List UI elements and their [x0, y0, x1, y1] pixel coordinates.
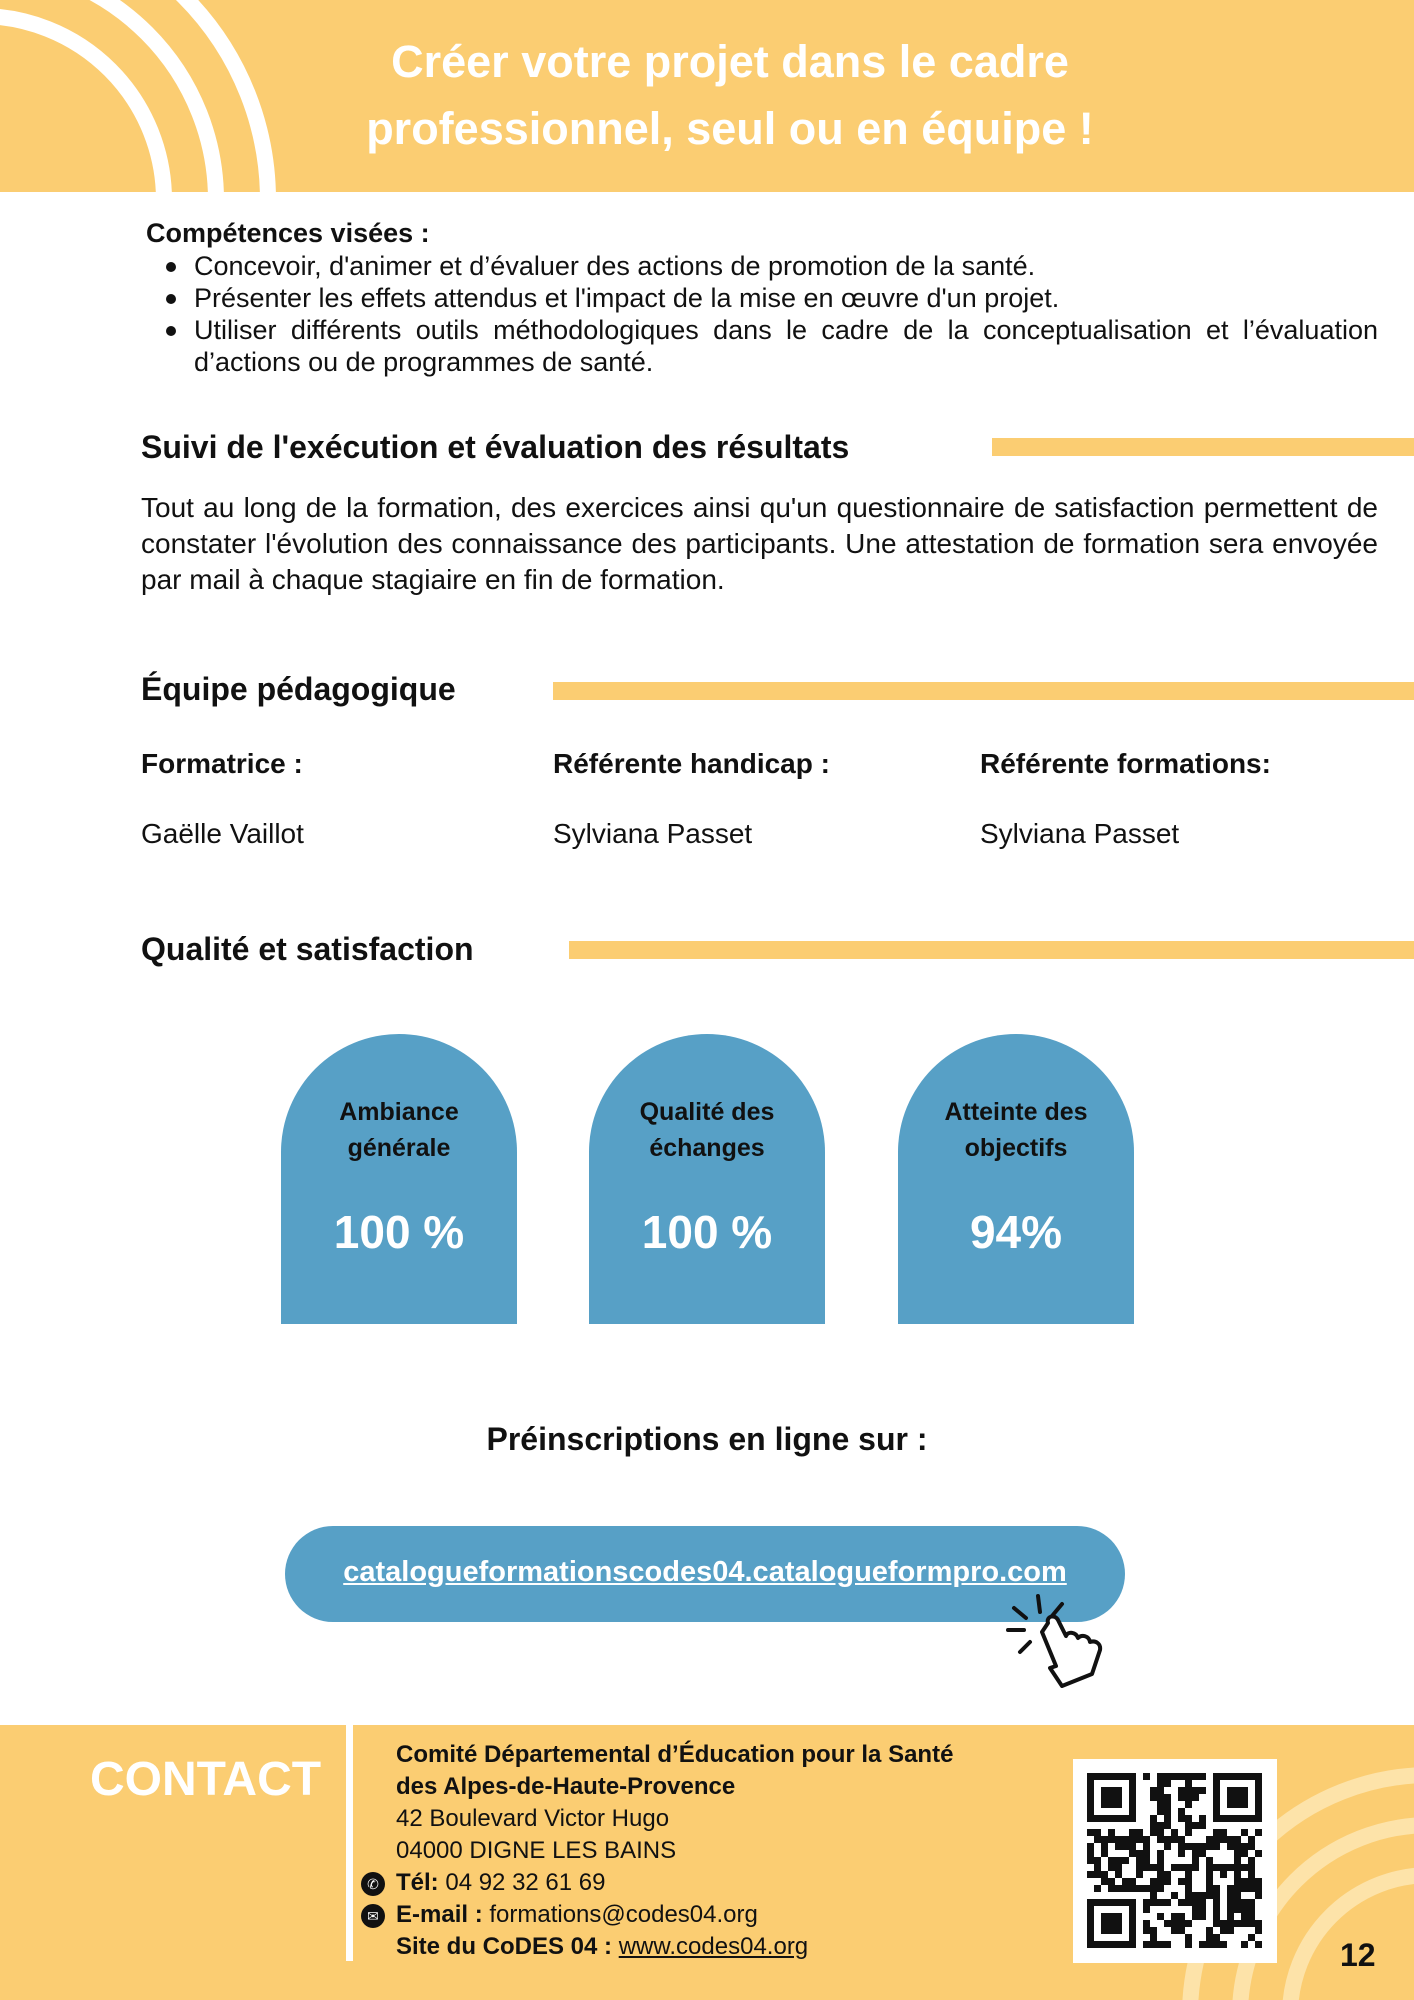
catalogue-link[interactable]: catalogueformationscodes04.catalogueformpro.com [343, 1556, 1067, 1588]
card-label-line: échanges [649, 1134, 765, 1162]
card-label-line: Atteinte des [944, 1098, 1088, 1126]
phone-value[interactable]: 04 92 32 61 69 [438, 1869, 606, 1896]
satisfaction-card-ambiance [281, 1034, 517, 1324]
phone-label: Tél: [396, 1869, 439, 1896]
card-label-line: générale [347, 1134, 451, 1162]
competences-list [146, 250, 1378, 378]
satisfaction-card-objectifs [898, 1034, 1134, 1324]
list-item-text: Concevoir, d'animer et d’évaluer des actions de promotion de la santé. [194, 251, 1036, 281]
team-role: Référente handicap : [553, 748, 830, 779]
website-link[interactable]: www.codes04.org [618, 1933, 809, 1960]
page-number: 12 [1340, 1937, 1376, 1973]
list-item [146, 314, 1378, 378]
contact-footer [0, 1725, 1414, 2000]
address-line-2: 04000 DIGNE LES BAINS [396, 1837, 677, 1864]
bullet-icon [166, 326, 176, 336]
address-line-1: 42 Boulevard Victor Hugo [396, 1805, 670, 1832]
team-member-referente-formations [980, 746, 1271, 852]
qr-code-graphic [1073, 1759, 1277, 1963]
page-header [0, 0, 1414, 192]
section-divider-bar [553, 682, 1414, 700]
qr-code-icon [1073, 1759, 1277, 1963]
list-item [146, 282, 1378, 314]
section-divider-bar [992, 438, 1414, 456]
qualite-title: Qualité et satisfaction [141, 931, 474, 967]
card-label [908, 1094, 1124, 1166]
page-title [250, 28, 1210, 162]
card-label [599, 1094, 815, 1166]
page-title-line-2: professionnel, seul ou en équipe ! [366, 103, 1094, 154]
org-name-line-1: Comité Départemental d’Éducation pour la Santé [396, 1741, 954, 1768]
contact-info [367, 1739, 954, 1963]
card-label-line: objectifs [964, 1134, 1068, 1162]
team-role: Formatrice : [141, 748, 303, 779]
list-item [146, 250, 1378, 282]
preinscription-title: Préinscriptions en ligne sur : [486, 1421, 928, 1457]
phone-icon: ✆ [361, 1872, 385, 1896]
team-member-formatrice [141, 746, 304, 852]
team-name: Gaëlle Vaillot [141, 818, 304, 849]
bullet-icon [166, 294, 176, 304]
list-item-text: Présenter les effets attendus et l'impact de la mise en œuvre d'un projet. [194, 283, 1060, 313]
bullet-icon [166, 262, 176, 272]
suivi-title: Suivi de l'exécution et évaluation des résultats [141, 429, 850, 465]
card-value: 94% [969, 1206, 1063, 1258]
click-hand-icon [1004, 1590, 1114, 1690]
suivi-paragraph: Tout au long de la formation, des exercices ainsi qu'un questionnaire de satisfaction permettent de constater l'évolution des connaissance des participants. Une attestation de formation sera envoyée par mail à chaque stagiaire en fin de formation. [141, 492, 1378, 595]
email-label: E-mail : [396, 1901, 483, 1928]
page-title-line-1: Créer votre projet dans le cadre [391, 36, 1069, 87]
org-name-line-2: des Alpes-de-Haute-Provence [396, 1773, 736, 1800]
list-item-text: Utiliser différents outils méthodologiques dans le cadre de la conceptualisation et l’évaluation d’actions ou de programmes de santé. [194, 315, 1378, 377]
card-label [291, 1094, 507, 1166]
team-member-referente-handicap [553, 746, 830, 852]
phone-row [367, 1867, 953, 1899]
email-row [367, 1899, 953, 1931]
equipe-title: Équipe pédagogique [141, 671, 456, 707]
contact-heading: CONTACT [90, 1753, 322, 1806]
footer-divider [346, 1725, 353, 1961]
competences-section [146, 216, 1378, 378]
card-value: 100 % [641, 1206, 773, 1258]
satisfaction-card-echanges [589, 1034, 825, 1324]
catalogue-link-button[interactable] [285, 1526, 1125, 1622]
email-icon: ✉ [361, 1904, 385, 1928]
team-name: Sylviana Passet [980, 818, 1180, 849]
team-name: Sylviana Passet [553, 818, 753, 849]
section-divider-bar [569, 941, 1414, 959]
card-label-line: Ambiance [339, 1098, 459, 1126]
competences-title: Compétences visées : [146, 218, 430, 248]
card-value: 100 % [333, 1206, 465, 1258]
team-role: Référente formations: [980, 748, 1271, 779]
website-label: Site du CoDES 04 : [396, 1933, 613, 1960]
card-label-line: Qualité des [639, 1098, 775, 1126]
email-value[interactable]: formations@codes04.org [482, 1901, 758, 1928]
website-row [396, 1931, 953, 1963]
